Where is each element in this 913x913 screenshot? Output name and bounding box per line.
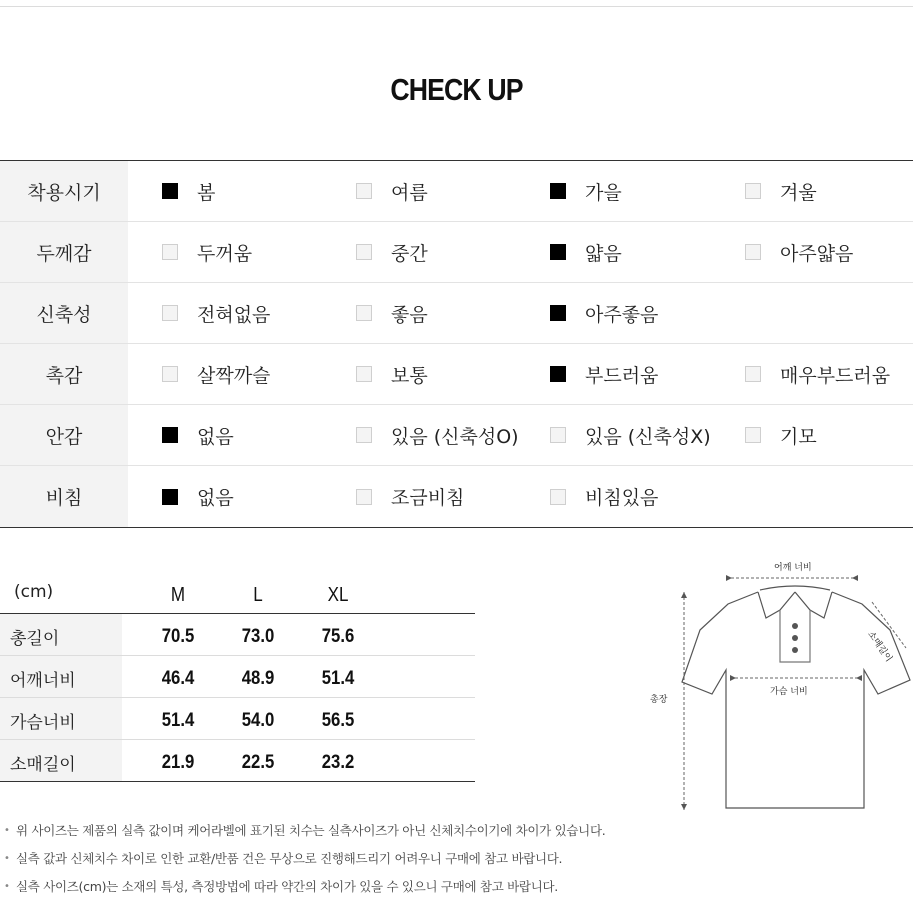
size-value: 51.4	[161, 710, 195, 731]
size-value: 75.6	[321, 626, 355, 647]
checkup-option-label: 봄	[197, 181, 216, 204]
checked-checkbox	[550, 244, 566, 260]
checkup-option-label: 살짝까슬	[197, 364, 271, 387]
checkup-option-label: 조금비침	[391, 487, 465, 509]
unchecked-checkbox	[745, 183, 761, 199]
unchecked-checkbox	[162, 305, 178, 321]
shoulder-width-label: 어깨 너비	[774, 563, 812, 573]
size-value: 21.9	[161, 752, 195, 773]
total-length-label: 총장	[650, 695, 668, 705]
chest-width-label: 가슴 너비	[770, 687, 808, 697]
size-unit: (cm)	[14, 582, 54, 602]
size-value: 48.9	[241, 668, 275, 689]
checkup-option-label: 중간	[391, 242, 428, 265]
checkup-option	[356, 466, 464, 527]
checkup-option	[162, 283, 270, 343]
unchecked-checkbox	[356, 366, 372, 382]
checkup-option	[550, 466, 658, 527]
sleeve-length-label: 소매길이	[865, 629, 894, 664]
checkup-option-label: 아주좋음	[585, 303, 659, 326]
checkup-option	[745, 344, 890, 404]
checkup-option	[550, 344, 658, 404]
checkup-option-label: 전혀없음	[197, 303, 271, 326]
size-table	[0, 572, 475, 782]
size-table-row	[0, 614, 475, 656]
size-value: 70.5	[161, 626, 195, 647]
checkup-row-label: 촉감	[0, 344, 128, 404]
unchecked-checkbox	[745, 427, 761, 443]
size-header-l: L	[253, 584, 263, 606]
size-value: 51.4	[321, 668, 355, 689]
unchecked-checkbox	[550, 427, 566, 443]
unchecked-checkbox	[356, 305, 372, 321]
checkup-option	[550, 405, 711, 465]
checkup-option	[550, 283, 658, 343]
size-value: 23.2	[321, 752, 355, 773]
checkup-option-label: 없음	[197, 487, 234, 509]
checkup-option-label: 가을	[585, 181, 622, 204]
size-header-xl: XL	[327, 584, 349, 606]
checkup-option-label: 보통	[391, 364, 428, 387]
checkup-row	[0, 161, 913, 222]
checkup-option-label: 기모	[780, 425, 817, 448]
checkup-option	[745, 222, 853, 282]
checkup-option	[162, 222, 252, 282]
bullet-icon: •	[4, 852, 10, 864]
checkup-option	[356, 161, 428, 221]
size-value: 54.0	[241, 710, 275, 731]
checkup-row-label: 신축성	[0, 283, 128, 343]
unchecked-checkbox	[356, 183, 372, 199]
checkup-option-label: 있음 (신축성O)	[391, 425, 519, 448]
bullet-icon: •	[4, 824, 10, 836]
checkup-option	[356, 283, 428, 343]
checkup-option	[162, 405, 234, 465]
checkup-option	[550, 222, 622, 282]
checkup-row-label: 착용시기	[0, 161, 128, 221]
size-table-header	[0, 572, 475, 614]
checkup-option-label: 아주얇음	[780, 242, 854, 265]
checkup-row-label: 비침	[0, 466, 128, 527]
size-row-label: 소매길이	[10, 755, 76, 775]
checkup-row	[0, 466, 913, 527]
unchecked-checkbox	[356, 427, 372, 443]
size-table-row	[0, 698, 475, 740]
note-text: 실측 사이즈(cm)는 소재의 특성, 측정방법에 따라 약간의 차이가 있을 수 있으니 구매에 참고 바랍니다.	[16, 879, 558, 894]
unchecked-checkbox	[550, 489, 566, 505]
checked-checkbox	[550, 305, 566, 321]
checkup-option-label: 부드러움	[585, 364, 659, 387]
size-table-row	[0, 740, 475, 782]
polo-shirt-diagram	[640, 552, 913, 814]
checkup-option	[745, 161, 817, 221]
checkup-option	[162, 161, 215, 221]
size-value: 56.5	[321, 710, 355, 731]
checkup-option	[162, 344, 270, 404]
note-item	[4, 844, 909, 872]
checkup-row-label: 안감	[0, 405, 128, 465]
checked-checkbox	[550, 366, 566, 382]
unchecked-checkbox	[745, 244, 761, 260]
checkup-option	[745, 405, 817, 465]
unchecked-checkbox	[745, 366, 761, 382]
checked-checkbox	[162, 183, 178, 199]
checkup-row	[0, 222, 913, 283]
checkup-option	[162, 466, 234, 527]
checked-checkbox	[550, 183, 566, 199]
checkup-option-label: 비침있음	[585, 487, 659, 509]
size-header-m: M	[170, 584, 186, 606]
checkup-row	[0, 405, 913, 466]
checkup-option-label: 매우부드러움	[780, 364, 891, 387]
bullet-icon: •	[4, 880, 10, 892]
checkup-option-label: 좋음	[391, 303, 428, 326]
checkup-option-label: 없음	[197, 425, 234, 448]
size-table-row	[0, 656, 475, 698]
checkup-row	[0, 344, 913, 405]
note-text: 위 사이즈는 제품의 실측 값이며 케어라벨에 표기된 치수는 실측사이즈가 아닌 신체치수이기에 차이가 있습니다.	[16, 823, 606, 838]
checked-checkbox	[162, 427, 178, 443]
checkup-option-label: 두꺼움	[197, 242, 253, 265]
checkup-option-label: 있음 (신축성X)	[585, 425, 711, 448]
checkup-option-label: 여름	[391, 181, 428, 204]
checkup-option	[356, 344, 428, 404]
note-item	[4, 816, 909, 844]
size-value: 22.5	[241, 752, 275, 773]
checkup-table	[0, 160, 913, 528]
checked-checkbox	[162, 489, 178, 505]
checkup-option-label: 겨울	[780, 181, 817, 204]
top-divider	[0, 6, 913, 7]
note-item	[4, 872, 909, 900]
checkup-row-label: 두께감	[0, 222, 128, 282]
size-value: 46.4	[161, 668, 195, 689]
size-row-label: 총길이	[10, 629, 60, 649]
unchecked-checkbox	[356, 489, 372, 505]
size-notes	[4, 816, 909, 900]
size-value: 73.0	[241, 626, 275, 647]
checkup-row	[0, 283, 913, 344]
polo-shirt-illustration	[640, 552, 913, 814]
note-text: 실측 값과 신체치수 차이로 인한 교환/반품 건은 무상으로 진행해드리기 어려우니 구매에 참고 바랍니다.	[16, 851, 563, 866]
size-row-label: 가슴너비	[10, 713, 76, 733]
checkup-option	[356, 405, 519, 465]
unchecked-checkbox	[356, 244, 372, 260]
size-row-label: 어깨너비	[10, 671, 76, 691]
checkup-option	[550, 161, 622, 221]
unchecked-checkbox	[162, 244, 178, 260]
page-title: CHECK UP	[390, 72, 523, 107]
checkup-option	[356, 222, 428, 282]
checkup-option-label: 얇음	[585, 242, 622, 265]
unchecked-checkbox	[162, 366, 178, 382]
